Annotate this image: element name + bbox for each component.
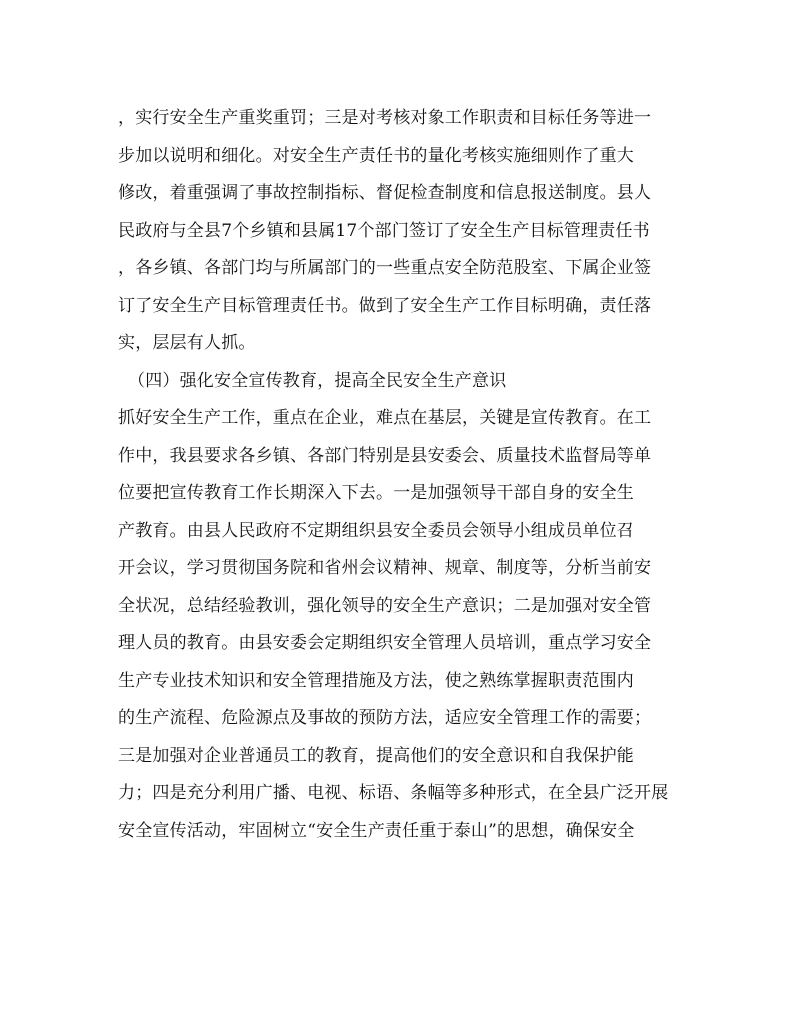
text-line: 的生产流程、危险源点及事故的预防方法，适应安全管理工作的需要； <box>118 708 652 728</box>
text-line: 实，层层有人抓。 <box>118 333 256 353</box>
text-line: 产教育。由县人民政府不定期组织县安全委员会领导小组成员单位召 <box>118 520 634 541</box>
text-line: 民政府与全县7个乡镇和县属17个部门签订了安全生产目标管理责任书 <box>118 220 650 241</box>
text-line: 安全宣传活动，牢固树立“安全生产责任重于泰山”的思想，确保安全 <box>118 820 635 841</box>
text-line: 订了安全生产目标管理责任书。做到了安全生产工作目标明确，责任落 <box>118 295 652 316</box>
text-line: 三是加强对企业普通员工的教育，提高他们的安全意识和自我保护能 <box>118 745 634 766</box>
text-line: 抓好安全生产工作，重点在企业，难点在基层，关键是宣传教育。在工 <box>118 408 652 428</box>
text-line: 位要把宣传教育工作长期深入下去。一是加强领导干部自身的安全生 <box>118 483 634 503</box>
text-line: 步加以说明和细化。对安全生产责任书的量化考核实施细则作了重大 <box>118 145 634 166</box>
text-line: ，实行安全生产重奖重罚；三是对考核对象工作职责和目标任务等进一 <box>118 108 652 128</box>
text-line: ，各乡镇、各部门均与所属部门的一些重点安全防范股室、下属企业签 <box>118 258 652 278</box>
text-line: 理人员的教育。由县安委会定期组织安全管理人员培训，重点学习安全 <box>118 633 652 653</box>
text-line: 生产专业技术知识和安全管理措施及方法，使之熟练掌握职责范围内 <box>118 670 634 691</box>
body-text <box>118 100 680 850</box>
text-line: 修改，着重强调了事故控制指标、督促检查制度和信息报送制度。县人 <box>118 183 652 203</box>
text-line: 作中，我县要求各乡镇、各部门特别是县安委会、质量技术监督局等单 <box>118 445 652 466</box>
text-line: 全状况，总结经验教训，强化领导的安全生产意识；二是加强对安全管 <box>118 595 652 616</box>
section-heading: （四）强化安全宣传教育，提高全民安全生产意识 <box>128 370 507 391</box>
text-line: 力；四是充分利用广播、电视、标语、条幅等多种形式，在全县广泛开展 <box>118 783 669 803</box>
text-line: 开会议，学习贯彻国务院和省州会议精神、规章、制度等，分析当前安 <box>118 558 652 578</box>
